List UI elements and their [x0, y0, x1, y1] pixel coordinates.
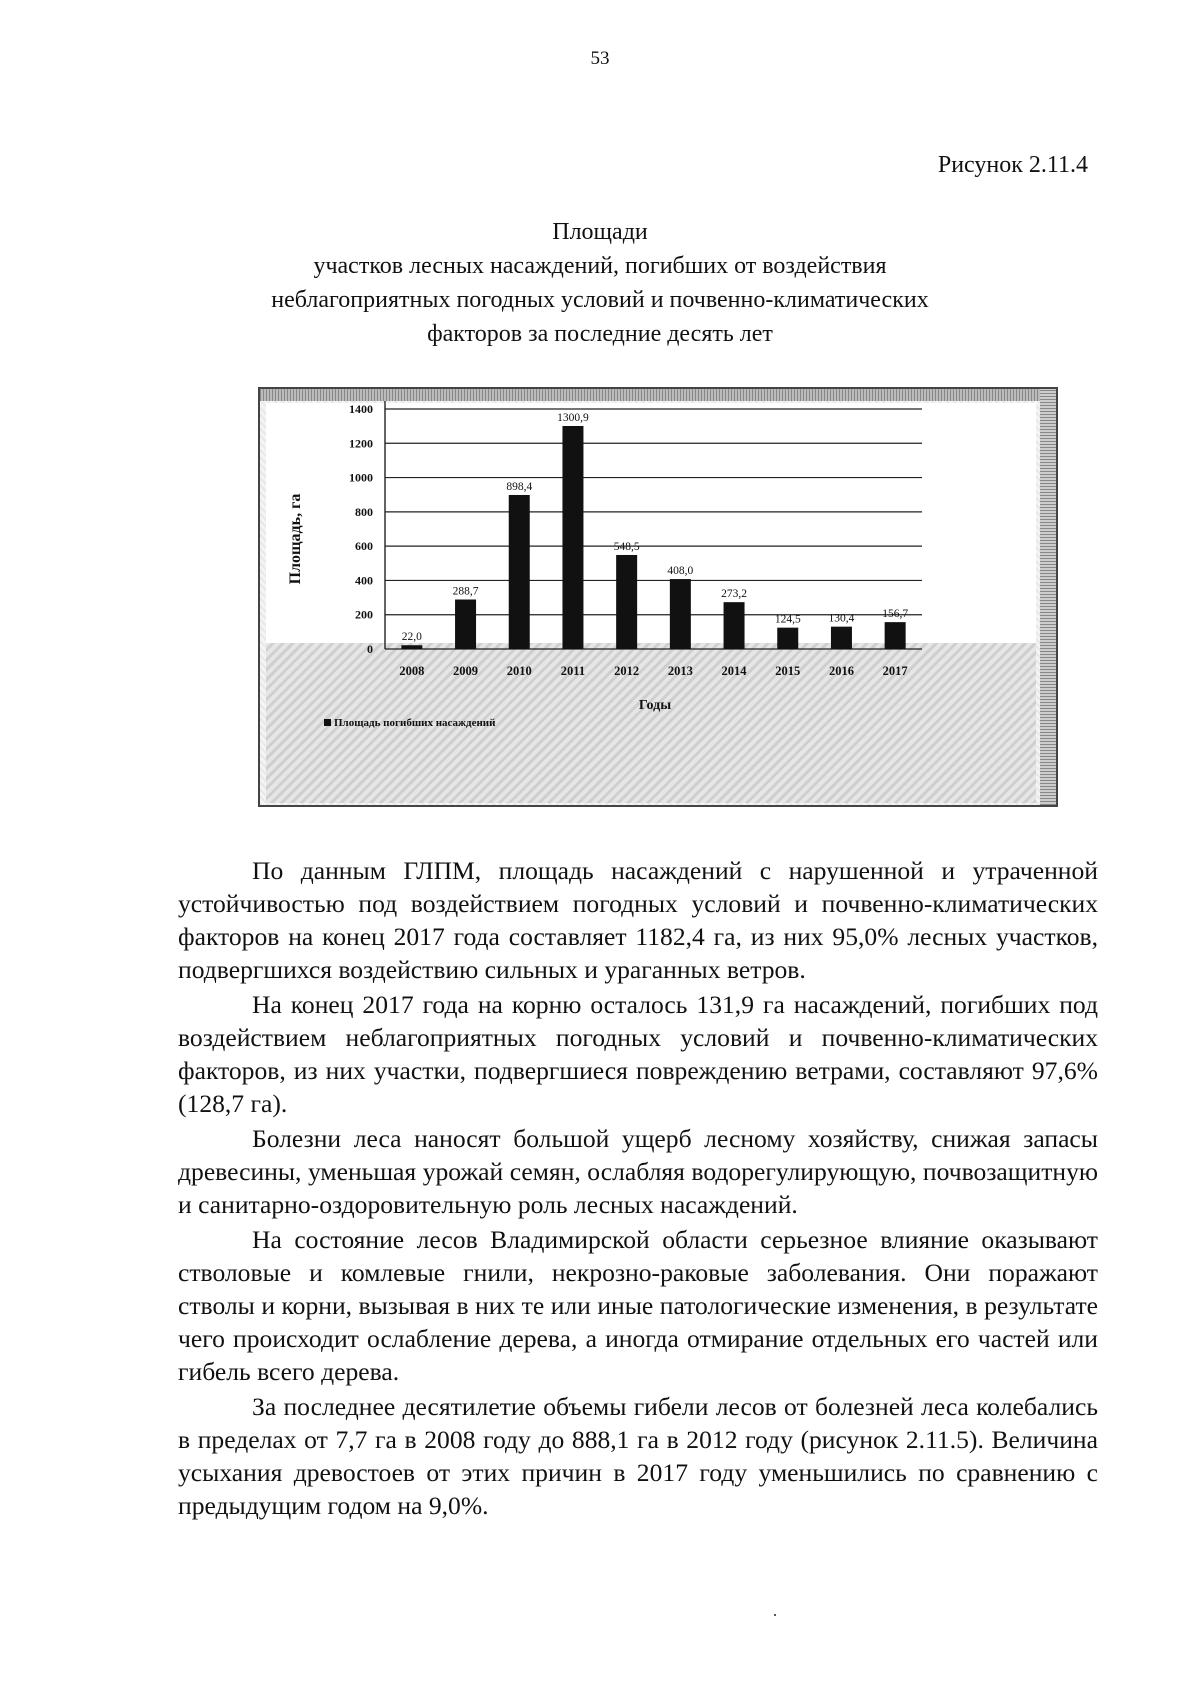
legend-label: Площадь погибших насаждений — [334, 717, 496, 729]
paragraph: На конец 2017 года на корню осталось 131,9 га насаждений, погибших под воздействием неблагоприятных погодных условий и почвенно-климатических факторов, из них участки, подвергшиеся повреждению ветрами, составляют 97,6% (128,7 га). — [178, 990, 1098, 1118]
data-label: 1300,9 — [557, 411, 589, 424]
x-axis-label: Годы — [638, 698, 672, 713]
y-tick-label: 400 — [355, 573, 373, 588]
x-tick-label: 2015 — [775, 664, 801, 678]
stray-mark — [774, 1614, 776, 1616]
x-tick-label: 2014 — [721, 664, 747, 678]
bar-2008 — [401, 645, 422, 649]
x-tick-label: 2009 — [453, 664, 479, 678]
data-label: 130,4 — [828, 612, 855, 625]
bar-2013 — [670, 579, 691, 649]
x-tick-label: 2011 — [560, 664, 586, 678]
y-tick-label: 200 — [355, 607, 373, 622]
y-tick-label: 600 — [355, 539, 373, 554]
data-label: 898,4 — [506, 480, 533, 493]
data-label: 156,7 — [882, 608, 909, 621]
data-label: 548,5 — [613, 540, 640, 553]
bar-chart — [258, 387, 1058, 807]
figure-title-line: Площади — [552, 219, 648, 245]
data-label: 408,0 — [667, 565, 694, 578]
figure-title — [0, 215, 1200, 351]
bar-2011 — [562, 426, 583, 649]
page-number: 53 — [590, 48, 610, 69]
y-tick-label: 1000 — [349, 470, 373, 485]
paragraph: Болезни леса наносят большой ущерб лесному хозяйству, снижая запасы древесины, уменьшая урожай семян, ослабляя водорегулирующую, почвозащитную и санитарно-оздоровительную роль лесных насаждений. — [178, 1124, 1098, 1219]
y-tick-label: 0 — [367, 642, 373, 656]
bar-2010 — [509, 495, 530, 649]
data-label: 288,7 — [452, 585, 479, 598]
bar-2014 — [724, 602, 745, 649]
chart-canvas — [260, 389, 1058, 807]
figure-title-line: неблагоприятных погодных условий и почвенно-климатических — [271, 287, 929, 313]
bar-2016 — [831, 627, 852, 649]
y-tick-label: 1200 — [349, 436, 373, 451]
body-text — [178, 854, 1098, 1524]
figure-title-line: участков лесных насаждений, погибших от воздействия — [313, 253, 887, 279]
y-tick-label: 1400 — [349, 402, 373, 416]
data-label: 22,0 — [401, 631, 422, 644]
legend-swatch — [324, 719, 331, 726]
paragraph: За последнее десятилетие объемы гибели лесов от болезней леса колебались в пределах от 7,7 га в 2008 году до 888,1 га в 2012 году (рисунок 2.11.5). Величина усыхания древостоев от этих причин в 2017 году уменьшились по сравнению с предыдущим годом на 9,0%. — [178, 1392, 1098, 1520]
x-tick-label: 2017 — [882, 664, 908, 678]
bar-2015 — [777, 628, 798, 649]
figure-title-line: факторов за последние десять лет — [427, 321, 773, 347]
data-label: 124,5 — [774, 613, 801, 626]
x-tick-label: 2008 — [399, 664, 425, 678]
paragraph: По данным ГЛПМ, площадь насаждений с нарушенной и утраченной устойчивостью под воздействием погодных условий и почвенно-климатических факторов на конец 2017 года составляет 1182,4 га, из них 95,0% лесных участков, подвергшихся воздействию сильных и ураганных ветров. — [178, 856, 1098, 984]
y-tick-label: 800 — [355, 504, 373, 519]
x-tick-label: 2012 — [614, 664, 640, 678]
x-tick-label: 2010 — [506, 664, 532, 678]
figure-label: Рисунок 2.11.4 — [937, 152, 1088, 178]
paragraph: На состояние лесов Владимирской области серьезное влияние оказывают стволовые и комлевые гнили, некрозно-раковые заболевания. Они поражают стволы и корни, вызывая в них те или иные патологические изменения, в результате чего происходит ослабление дерева, а иногда отмирание отдельных его частей или гибель всего дерева. — [178, 1225, 1098, 1386]
y-axis-label: Площадь, га — [287, 493, 304, 585]
bar-2012 — [616, 555, 637, 649]
bar-2017 — [885, 622, 906, 649]
x-tick-label: 2016 — [828, 664, 854, 678]
data-label: 273,2 — [721, 588, 747, 601]
x-tick-label: 2013 — [667, 664, 693, 678]
bar-2009 — [455, 600, 476, 649]
